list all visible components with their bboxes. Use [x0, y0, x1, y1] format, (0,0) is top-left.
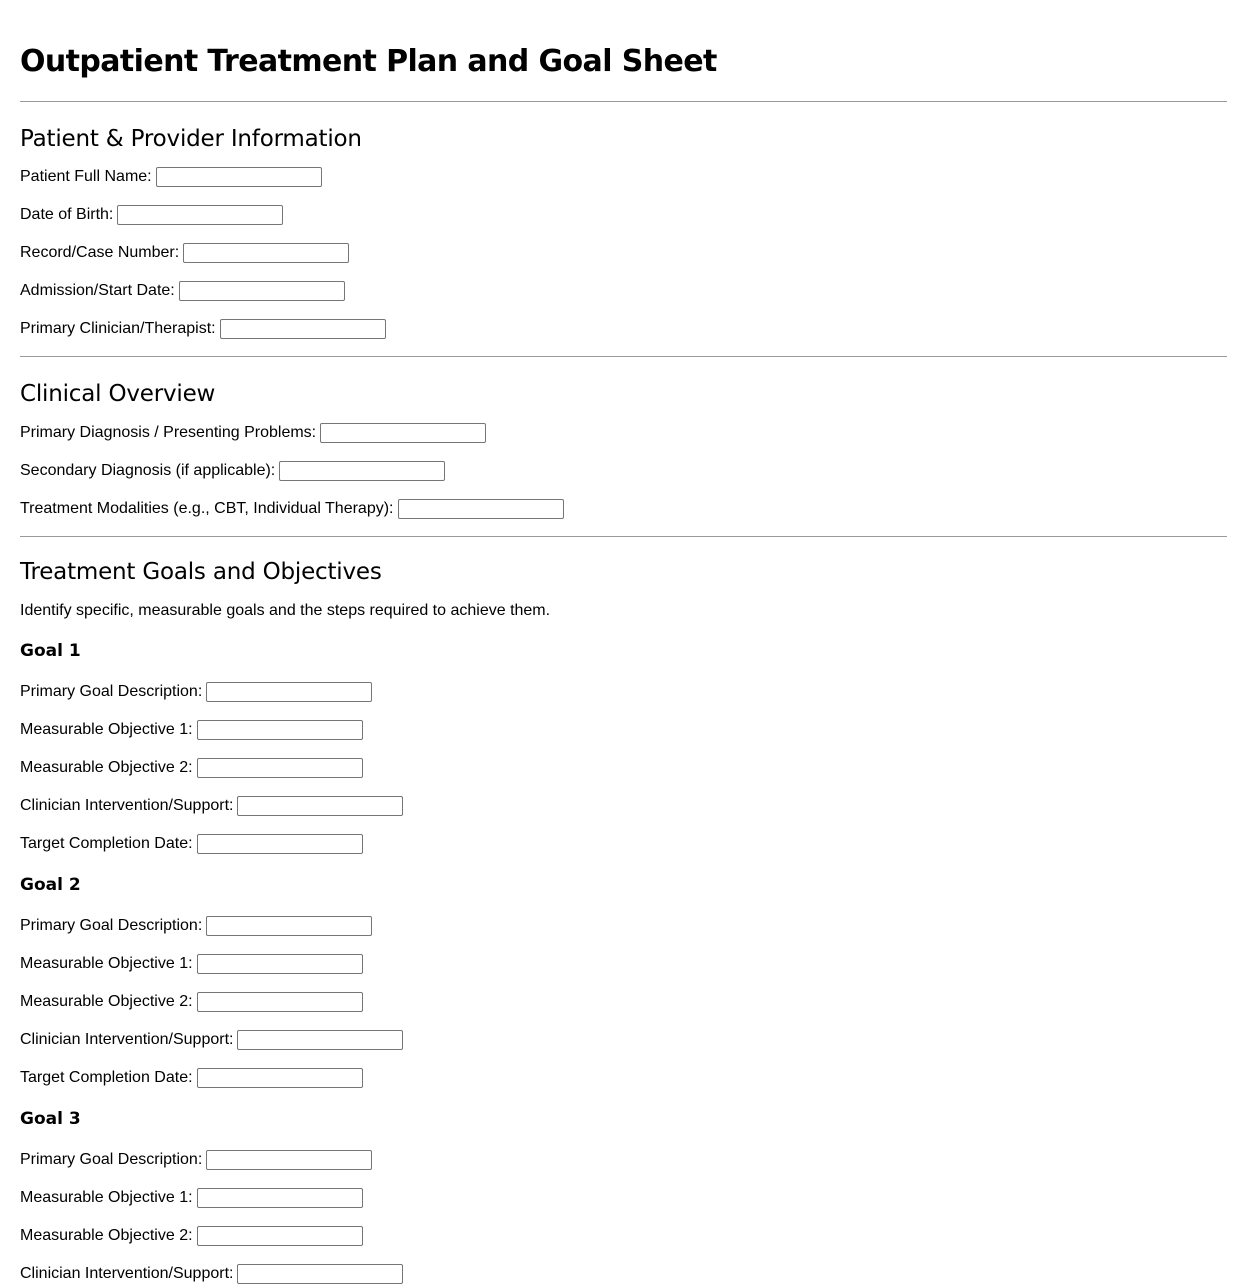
- goal-3-intervention-input[interactable]: [237, 1264, 403, 1284]
- objective-1-label: Measurable Objective 1:: [20, 1189, 193, 1206]
- goal-3-objective-2-input[interactable]: [197, 1226, 363, 1246]
- goal-1-description-row: [20, 681, 1227, 703]
- goal-2-target-date-row: [20, 1067, 1227, 1089]
- patient-name-label: Patient Full Name:: [20, 168, 152, 185]
- treatment-goals-intro: Identify specific, measurable goals and the steps required to achieve them.: [20, 602, 551, 619]
- secondary-diagnosis-label: Secondary Diagnosis (if applicable):: [20, 462, 276, 479]
- goal-1-intervention-row: [20, 795, 1227, 817]
- date-of-birth-row: [20, 204, 1227, 226]
- date-of-birth-label: Date of Birth:: [20, 206, 114, 223]
- goal-2-heading: Goal 2: [20, 875, 81, 895]
- goal-1-objective-1-row: [20, 719, 1227, 741]
- objective-1-label: Measurable Objective 1:: [20, 955, 193, 972]
- objective-2-label: Measurable Objective 2:: [20, 1227, 193, 1244]
- goal-2-objective-2-row: [20, 991, 1227, 1013]
- page-title: Outpatient Treatment Plan and Goal Sheet: [20, 44, 717, 79]
- target-date-label: Target Completion Date:: [20, 1069, 193, 1086]
- primary-diagnosis-label: Primary Diagnosis / Presenting Problems:: [20, 424, 317, 441]
- primary-diagnosis-input[interactable]: [320, 423, 486, 443]
- goal-1-target-date-row: [20, 833, 1227, 855]
- intervention-label: Clinician Intervention/Support:: [20, 797, 234, 814]
- goal-1-objective-1-input[interactable]: [197, 720, 363, 740]
- treatment-modalities-input[interactable]: [398, 499, 564, 519]
- goal-3-heading: Goal 3: [20, 1109, 81, 1129]
- goal-2-objective-1-row: [20, 953, 1227, 975]
- goal-3-objective-2-row: [20, 1225, 1227, 1247]
- patient-name-input[interactable]: [156, 167, 322, 187]
- secondary-diagnosis-input[interactable]: [279, 461, 445, 481]
- primary-clinician-row: [20, 318, 1227, 340]
- section-divider: [20, 356, 1227, 357]
- goal-1-heading: Goal 1: [20, 641, 81, 661]
- treatment-modalities-row: [20, 498, 1227, 520]
- intervention-label: Clinician Intervention/Support:: [20, 1031, 234, 1048]
- goal-3-objective-1-input[interactable]: [197, 1188, 363, 1208]
- goal-2-description-row: [20, 915, 1227, 937]
- secondary-diagnosis-row: [20, 460, 1227, 482]
- record-number-input[interactable]: [183, 243, 349, 263]
- goal-1-objective-2-input[interactable]: [197, 758, 363, 778]
- clinical-overview-section: [20, 379, 1227, 520]
- objective-1-label: Measurable Objective 1:: [20, 721, 193, 738]
- record-number-label: Record/Case Number:: [20, 244, 180, 261]
- intervention-label: Clinician Intervention/Support:: [20, 1265, 234, 1282]
- treatment-goals-heading: Treatment Goals and Objectives: [20, 559, 382, 585]
- goal-2-target-date-input[interactable]: [197, 1068, 363, 1088]
- goal-2-intervention-row: [20, 1029, 1227, 1051]
- goal-3-description-input[interactable]: [206, 1150, 372, 1170]
- objective-2-label: Measurable Objective 2:: [20, 993, 193, 1010]
- goal-description-label: Primary Goal Description:: [20, 683, 203, 700]
- objective-2-label: Measurable Objective 2:: [20, 759, 193, 776]
- patient-name-row: [20, 166, 1227, 188]
- target-date-label: Target Completion Date:: [20, 835, 193, 852]
- goal-description-label: Primary Goal Description:: [20, 917, 203, 934]
- goal-3-objective-1-row: [20, 1187, 1227, 1209]
- goal-2-description-input[interactable]: [206, 916, 372, 936]
- primary-clinician-label: Primary Clinician/Therapist:: [20, 320, 216, 337]
- primary-diagnosis-row: [20, 422, 1227, 444]
- goal-1-description-input[interactable]: [206, 682, 372, 702]
- goal-1-target-date-input[interactable]: [197, 834, 363, 854]
- primary-clinician-input[interactable]: [220, 319, 386, 339]
- record-number-row: [20, 242, 1227, 264]
- title-divider: [20, 101, 1227, 102]
- admission-date-label: Admission/Start Date:: [20, 282, 175, 299]
- patient-provider-section: [20, 124, 1227, 340]
- patient-provider-heading: Patient & Provider Information: [20, 126, 362, 152]
- admission-date-input[interactable]: [179, 281, 345, 301]
- treatment-goals-section: [20, 557, 1227, 1285]
- goal-3-intervention-row: [20, 1263, 1227, 1285]
- date-of-birth-input[interactable]: [117, 205, 283, 225]
- goal-1-intervention-input[interactable]: [237, 796, 403, 816]
- clinical-overview-heading: Clinical Overview: [20, 381, 216, 407]
- goal-2-objective-2-input[interactable]: [197, 992, 363, 1012]
- goal-description-label: Primary Goal Description:: [20, 1151, 203, 1168]
- goal-1-objective-2-row: [20, 757, 1227, 779]
- goal-3-description-row: [20, 1149, 1227, 1171]
- treatment-modalities-label: Treatment Modalities (e.g., CBT, Individual Therapy):: [20, 500, 394, 517]
- section-divider: [20, 536, 1227, 537]
- admission-date-row: [20, 280, 1227, 302]
- goal-2-intervention-input[interactable]: [237, 1030, 403, 1050]
- goal-2-objective-1-input[interactable]: [197, 954, 363, 974]
